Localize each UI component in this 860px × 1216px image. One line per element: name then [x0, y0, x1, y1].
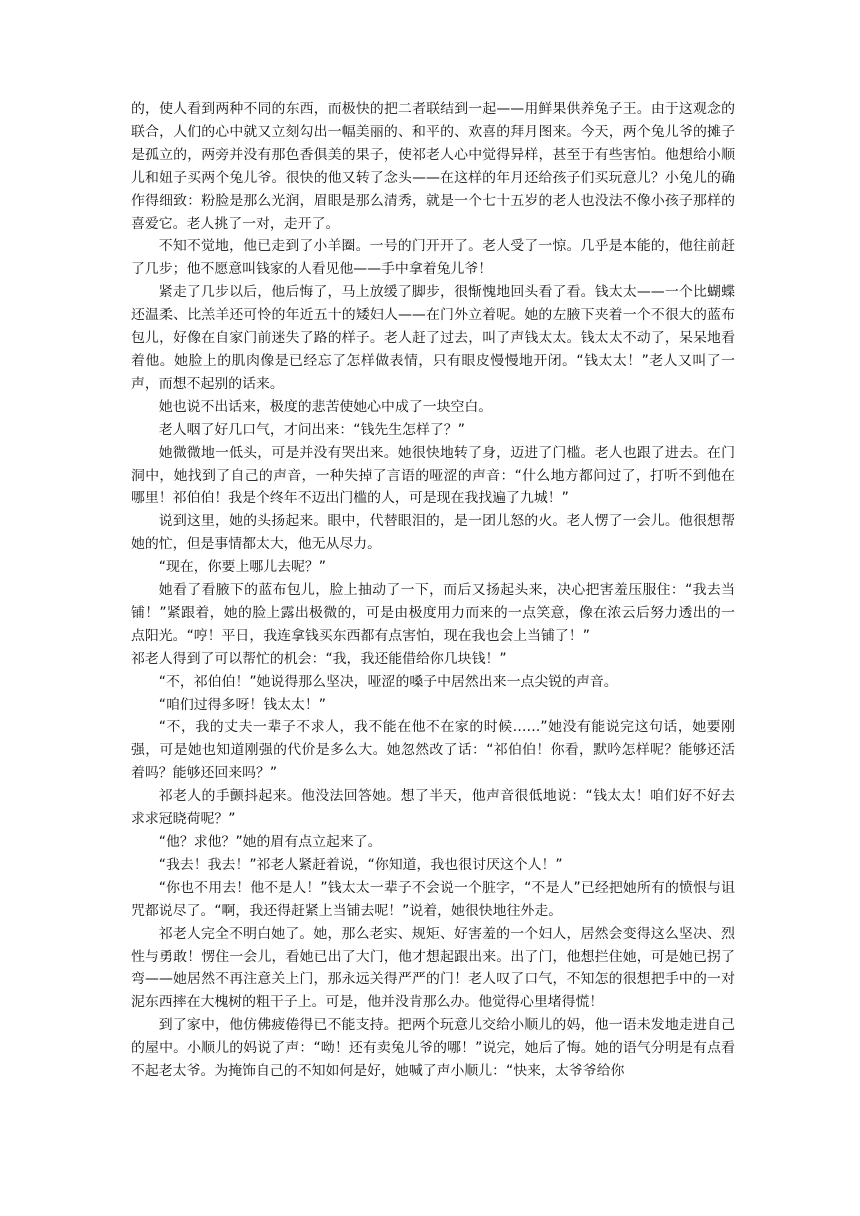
- paragraph-19: 到了家中，他仿佛疲倦得已不能支持。把两个玩意儿交给小顺儿的妈，他一语未发地走进自己的屋中。小顺儿的妈说了声：“呦！还有卖兔儿爷的哪！”说完，她后了悔。她的语气分明是有点看不起老太爷。为掩饰自己的不知如何是好，她喊了声小顺儿：“快来，太爷爷给你: [131, 1017, 735, 1080]
- paragraph-8: “现在，你要上哪儿去呢？”: [158, 559, 326, 576]
- paragraph-15: “他？求他？”她的眉有点立起来了。: [158, 834, 382, 850]
- paragraph-13: “不，我的丈夫一辈子不求人，我不能在他不在家的时候……”她没有能说完这句话，她要刚强，可是她也知道刚强的代价是多么大。她忽然改了话：“祁伯伯！你看，默吟怎样呢？能够还活着吗？能够还回来吗？”: [131, 719, 735, 782]
- paragraph-17: “你也不用去！他不是人！”钱太太一辈子不会说一个脏字，“不是人”已经把她所有的愤恨与诅咒都说尽了。“啊，我还得赶紧上当铺去呢！”说着，她很快地往外走。: [131, 879, 735, 919]
- paragraph-9: 她看了看腋下的蓝布包儿，脸上抽动了一下，而后又扬起头来，决心把害羞压服住：“我去当铺！”紧跟着，她的脸上露出极微的，可是由极度用力而来的一点笑意，像在浓云后努力透出的一点阳光。“哼！平日，我连拿钱买东西都有点害怕，现在我也会上当铺了！”: [131, 582, 735, 644]
- paragraph-16: “我去！我去！”祁老人紧赶着说，“你知道，我也很讨厌这个人！”: [158, 856, 563, 873]
- paragraph-4: 她也说不出话来，极度的悲苦使她心中成了一块空白。: [158, 398, 493, 415]
- paragraph-3: 紧走了几步以后，他后悔了，马上放缓了脚步，很惭愧地回头看了看。钱太太——一个比蝴蝶还温柔、比羔羊还可怜的年近五十的矮妇人——在门外立着呢。她的左腋下夹着一个不很大的蓝布包儿，好像在自家门前迷失了路的样子。老人赶了过去，叫了声钱太太。钱太太不动了，呆呆地看着他。她脸上的肌肉像是已经忘了怎样做表情，只有眼皮慢慢地开闭。“钱太太！”老人又叫了一声，而想不起别的话来。: [131, 284, 735, 392]
- paragraph-6: 她微微地一低头，可是并没有哭出来。她很快地转了身，迈进了门槛。老人也跟了进去。在门洞中，她找到了自己的声音，一种失掉了言语的哑涩的声音：“什么地方都问过了，打听不到他在哪里！祁伯伯！我是个终年不迈出门槛的人，可是现在我找遍了九城！”: [131, 444, 735, 507]
- paragraph-2: 不知不觉地，他已走到了小羊圈。一号的门开开了。老人受了一惊。几乎是本能的，他往前赶了几步；他不愿意叫钱家的人看见他——手中拿着兔儿爷！: [131, 238, 735, 278]
- paragraph-10: 祁老人得到了可以帮忙的机会：“我，我还能借给你几块钱！”: [131, 650, 507, 667]
- paragraph-5: 老人咽了好几口气，才问出来：“钱先生怎样了？”: [158, 421, 465, 438]
- paragraph-12: “咱们过得多呀！钱太太！”: [158, 696, 326, 713]
- document-page: [131, 98, 735, 1083]
- paragraph-1: 的，使人看到两种不同的东西，而极快的把二者联结到一起——用鲜果供养兔子王。由于这观念的联合，人们的心中就又立刻勾出一幅美丽的、和平的、欢喜的拜月图来。今天，两个兔儿爷的摊子是孤立的，两旁并没有那色香俱美的果子，使祁老人心中觉得异样，甚至于有些害怕。他想给小顺儿和妞子买两个兔儿爷。很快的他又转了念头——在这样的年月还给孩子们买玩意儿？小兔儿的确作得细致：粉脸是那么光润，眉眼是那么清秀，就是一个七十五岁的老人也没法不像小孩子那样的喜爱它。老人挑了一对，走开了。: [131, 101, 735, 232]
- paragraph-7: 说到这里，她的头扬起来。眼中，代替眼泪的，是一团儿怒的火。老人愣了一会儿。他很想帮她的忙，但是事情都太大，他无从尽力。: [131, 513, 735, 553]
- paragraph-18: 祁老人完全不明白她了。她，那么老实、规矩、好害羞的一个妇人，居然会变得这么坚决、烈性与勇敢！愣住一会儿，看她已出了大门，他才想起跟出来。出了门，他想拦住她，可是她已拐了弯——她居然不再注意关上门，那永远关得严严的门！老人叹了口气，不知怎的很想把手中的一对泥东西摔在大槐树的粗干子上。可是，他并没肯那么办。他觉得心里堵得慌！: [131, 925, 735, 1011]
- paragraph-11: “不，祁伯伯！”她说得那么坚决，哑涩的嗓子中居然出来一点尖锐的声音。: [158, 673, 618, 690]
- paragraph-14: 祁老人的手颤抖起来。他没法回答她。想了半天，他声音很低地说：“钱太太！咱们好不好去求求冠晓荷呢？”: [131, 788, 735, 828]
